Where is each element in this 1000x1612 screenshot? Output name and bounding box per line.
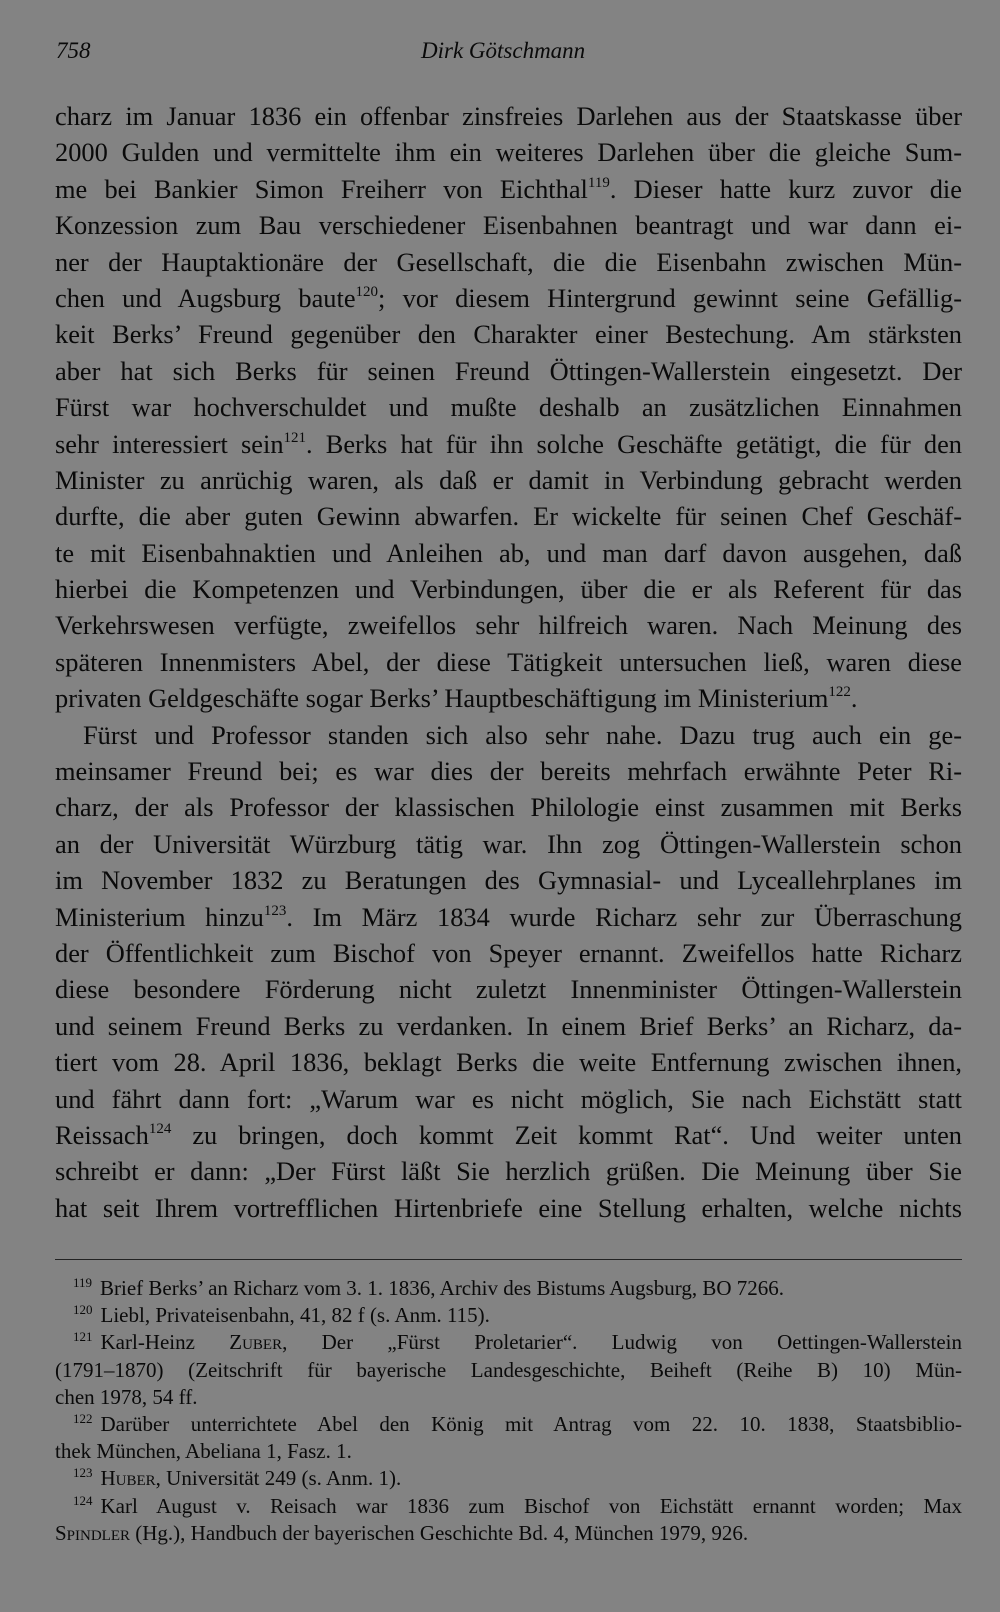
footnote-ref-122: 122 (828, 684, 851, 701)
footnote-ref-119: 119 (587, 174, 610, 191)
footnote-text: Karl August v. Reisach war 1836 zum Bischof von Eichstätt ernannt worden; Max (100, 1493, 962, 1518)
text-segment: . Berks hat für ihn solche Geschäfte getätigt, die für den (306, 428, 962, 459)
footnote-ref-120: 120 (355, 283, 379, 300)
footnote-123 (55, 1465, 962, 1492)
footnote-text: , Der „Fürst Proletarier“. Ludwig von Oettingen-Wallerstein (282, 1330, 962, 1355)
body-text (55, 98, 962, 1226)
text-segment: . (850, 683, 858, 714)
text-line: keit Berks’ Freund gegenüber den Charakter einer Bestechung. Am stärksten (55, 319, 962, 350)
footnote-121-cont: (1791–1870) (Zeitschrift für bayerische Landesgeschichte, Beiheft (Reihe B) 10) Mün- (55, 1357, 962, 1382)
text-line: im November 1832 zu Beratungen des Gymnasial- und Lyceallehrplanes im (55, 865, 962, 896)
text-line (55, 280, 962, 316)
footnote-separator (55, 1259, 962, 1260)
footnotes (55, 1275, 962, 1547)
footnote-119 (55, 1275, 962, 1302)
text-line: schreibt er dann: „Der Fürst läßt Sie herzlich grüßen. Die Meinung über Sie (55, 1156, 962, 1187)
text-segment: . Dieser hatte kurz zuvor die (609, 173, 962, 204)
footnote-number: 119 (73, 1275, 93, 1290)
footnote-121-cont: chen 1978, 54 ff. (55, 1384, 198, 1409)
footnote-number: 120 (73, 1302, 93, 1318)
text-segment: chen und Augsburg baute (55, 282, 356, 313)
text-line (55, 171, 962, 207)
footnote-ref-121: 121 (283, 429, 307, 446)
footnote-text: (Hg.), Handbuch der bayerischen Geschichte Bd. 4, München 1979, 926. (130, 1520, 749, 1545)
footnote-number: 121 (73, 1329, 93, 1345)
footnote-text: Liebl, Privateisenbahn, 41, 82 f (s. Anm. 115). (100, 1303, 490, 1328)
footnote-122 (55, 1411, 962, 1438)
text-line: charz im Januar 1836 ein offenbar zinsfreies Darlehen aus der Staatskasse über (55, 101, 962, 131)
text-line (55, 680, 962, 716)
text-line (55, 426, 962, 462)
text-segment: ; vor diesem Hintergrund gewinnt seine Gefällig- (378, 282, 962, 313)
footnote-122-cont: thek München, Abeliana 1, Fasz. 1. (55, 1439, 352, 1464)
text-segment: privaten Geldgeschäfte sogar Berks’ Hauptbeschäftigung im Ministerium (55, 683, 829, 714)
text-line: te mit Eisenbahnaktien und Anleihen ab, und man darf davon ausgehen, daß (55, 537, 962, 568)
text-line: tiert vom 28. April 1836, beklagt Berks die weite Entfernung zwischen ihnen, (55, 1047, 962, 1078)
footnote-number: 122 (73, 1410, 93, 1426)
text-line (55, 1117, 962, 1153)
text-line: 2000 Gulden und vermittelte ihm ein weiteres Darlehen über die gleiche Sum- (55, 137, 962, 168)
text-line: meinsamer Freund bei; es war dies der bereits mehrfach erwähnte Peter Ri- (55, 756, 962, 787)
footnote-text: Darüber unterrichtete Abel den König mit Antrag vom 22. 10. 1838, Staatsbiblio- (100, 1411, 962, 1436)
text-line: hat seit Ihrem vortrefflichen Hirtenbriefe eine Stellung erhalten, welche nichts (55, 1192, 962, 1223)
text-line: ner der Hauptaktionäre der Gesellschaft, die die Eisenbahn zwischen Mün- (55, 246, 962, 277)
text-segment: sehr interessiert sein (55, 428, 284, 459)
footnote-text: , Universität 249 (s. Anm. 1). (155, 1466, 402, 1491)
author-name: Spindler (55, 1520, 131, 1545)
footnote-ref-124: 124 (148, 1120, 172, 1137)
footnote-number: 124 (73, 1492, 93, 1508)
text-line: hierbei die Kompetenzen und Verbindungen, über die er als Referent für das (55, 574, 962, 605)
footnote-text: Brief Berks’ an Richarz vom 3. 1. 1836, Archiv des Bistums Augsburg, BO 7266. (100, 1276, 785, 1300)
footnote-120 (55, 1302, 962, 1329)
text-segment: Reissach (55, 1119, 149, 1150)
author-name: Zuber (229, 1330, 283, 1355)
footnote-124 (55, 1493, 962, 1520)
text-line: aber hat sich Berks für seinen Freund Öttingen-Wallerstein eingesetzt. Der (55, 355, 962, 386)
text-line: Konzession zum Bau verschiedener Eisenbahnen beantragt und war dann ei- (55, 210, 962, 241)
footnote-number: 123 (73, 1465, 93, 1481)
text-segment: Ministerium hinzu (55, 901, 264, 932)
text-line: und seinem Freund Berks zu verdanken. In einem Brief Berks’ an Richarz, da- (55, 1010, 962, 1041)
page-number: 758 (56, 38, 91, 63)
text-line: an der Universität Würzburg tätig war. Ihn zog Öttingen-Wallerstein schon (55, 828, 962, 859)
footnote-ref-123: 123 (263, 902, 287, 919)
text-line: Minister zu anrüchig waren, als daß er damit in Verbindung gebracht werden (55, 464, 962, 495)
footnote-text: Karl-Heinz (100, 1330, 230, 1355)
author-name: Huber (100, 1466, 156, 1491)
text-line: durfte, die aber guten Gewinn abwarfen. Er wickelte für seinen Chef Geschäf- (55, 501, 962, 532)
footnote-124-cont (55, 1520, 962, 1547)
text-line (55, 899, 962, 935)
text-line: der Öffentlichkeit zum Bischof von Speyer ernannt. Zweifellos hatte Richarz (55, 937, 962, 968)
text-line: späteren Innenmisters Abel, der diese Tätigkeit untersuchen ließ, waren diese (55, 646, 962, 677)
text-segment: zu bringen, doch kommt Zeit kommt Rat“. Und weiter unten (171, 1119, 962, 1150)
text-line: Fürst und Professor standen sich also sehr nahe. Dazu trug auch ein ge- (83, 719, 962, 750)
text-segment: me bei Bankier Simon Freiherr von Eichthal (55, 173, 588, 204)
text-line: Fürst war hochverschuldet und mußte deshalb an zusätzlichen Einnahmen (55, 392, 962, 423)
text-line: diese besondere Förderung nicht zuletzt Innenminister Öttingen-Wallerstein (55, 974, 962, 1005)
text-segment: . Im März 1834 wurde Richarz sehr zur Überraschung (286, 901, 962, 932)
text-line: charz, der als Professor der klassischen Philologie einst zusammen mit Berks (55, 792, 962, 823)
footnote-121 (55, 1329, 962, 1356)
text-line: Verkehrswesen verfügte, zweifellos sehr hilfreich waren. Nach Meinung des (55, 610, 962, 641)
text-line: und fährt dann fort: „Warum war es nicht möglich, Sie nach Eichstätt statt (55, 1083, 962, 1114)
running-title: Dirk Götschmann (421, 38, 586, 63)
running-header (56, 38, 962, 68)
